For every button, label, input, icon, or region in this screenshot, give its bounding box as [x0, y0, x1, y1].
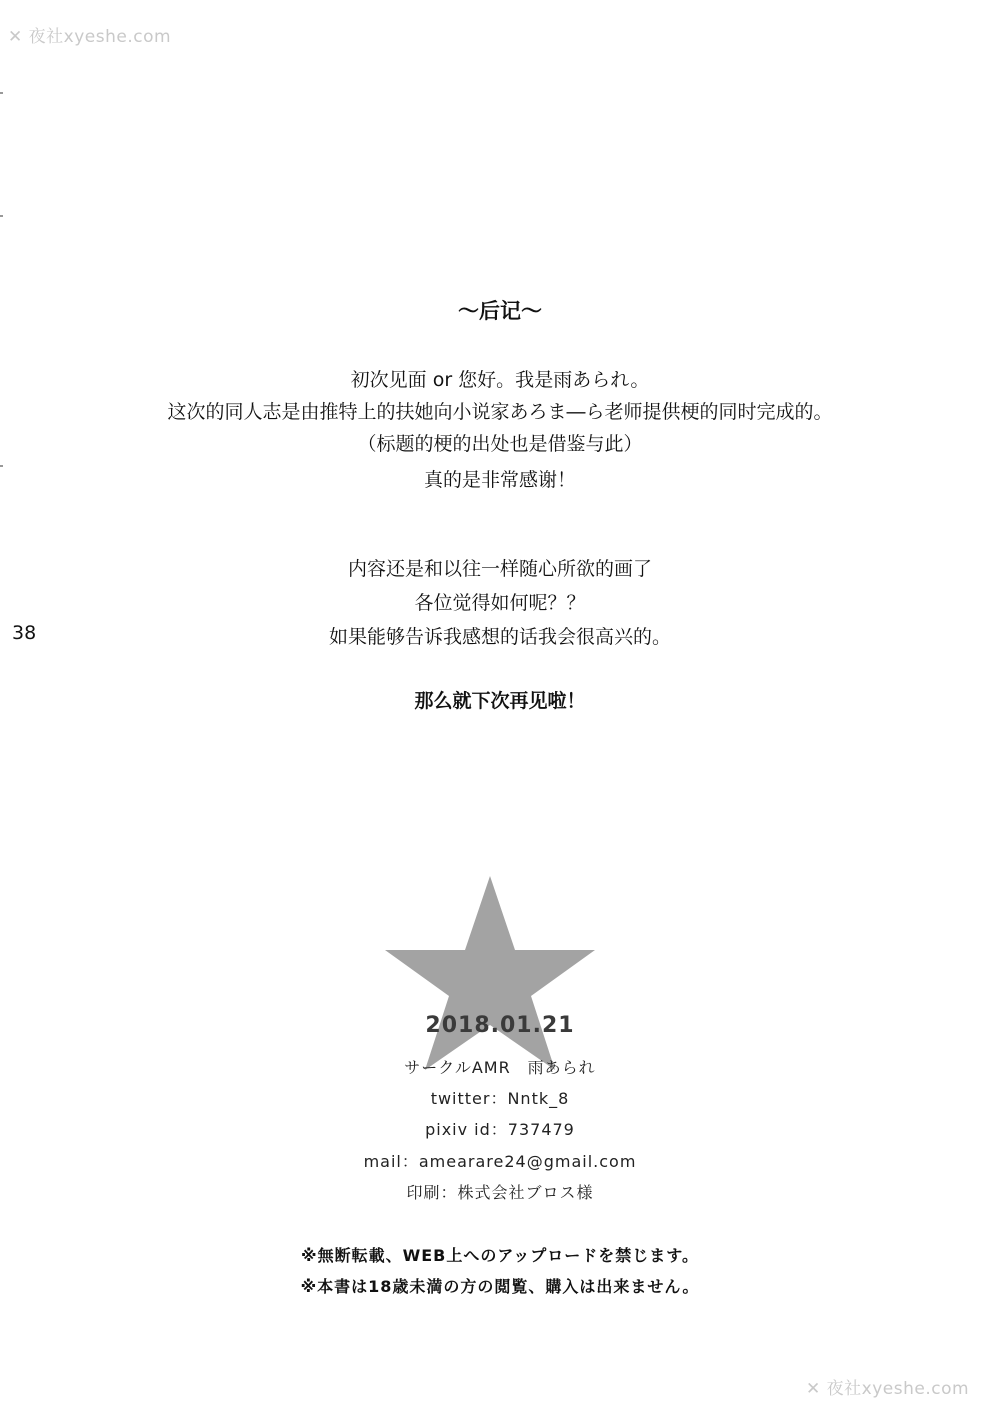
page-number: 38	[12, 622, 37, 644]
scan-edge-mark	[0, 215, 3, 217]
afterword-farewell: 那么就下次再见啦！	[414, 690, 586, 712]
star-shape	[385, 876, 595, 1070]
watermark-bottom	[806, 1374, 969, 1399]
emblem	[380, 868, 600, 1078]
watermark-logo-icon: ✕	[806, 1379, 821, 1399]
watermark-text: 夜社xyeshe.com	[826, 1379, 970, 1399]
watermark-top	[8, 22, 171, 47]
printer-credit: 印刷：株式会社ブロス様	[406, 1183, 594, 1202]
circle-name: サークルAMR 雨あられ	[404, 1058, 596, 1077]
afterword-line: 如果能够告诉我感想的话我会很高兴的。	[328, 626, 671, 648]
watermark-logo-icon: ✕	[8, 27, 23, 47]
notice-line: ※無断転載、WEB上へのアップロードを禁じます。	[301, 1246, 699, 1265]
afterword-line: （标题的梗的出处也是借鉴与此）	[357, 433, 643, 455]
afterword-line: 内容还是和以往一样随心所欲的画了	[347, 558, 652, 580]
publication-date: 2018.01.21	[425, 1013, 575, 1038]
contact-mail: mail：amearare24@gmail.com	[363, 1152, 637, 1171]
notice-line: ※本書は18歳未満の方の閲覧、購入は出来ません。	[300, 1277, 700, 1296]
afterword-line: 这次的同人志是由推特上的扶她向小说家あろま―ら老师提供梗的同时完成的。	[167, 401, 833, 423]
afterword-line: 初次见面 or 您好。我是雨あられ。	[350, 369, 650, 391]
star-icon	[380, 868, 600, 1078]
twitter-handle: twitter：Nntk_8	[430, 1089, 570, 1108]
afterword-title: ～后记～	[458, 299, 542, 323]
scan-edge-mark	[0, 92, 3, 94]
afterword-line: 各位觉得如何呢？？	[414, 592, 586, 614]
pixiv-id: pixiv id：737479	[425, 1120, 575, 1139]
watermark-text: 夜社xyeshe.com	[28, 27, 172, 47]
afterword-line: 真的是非常感谢！	[423, 469, 576, 491]
